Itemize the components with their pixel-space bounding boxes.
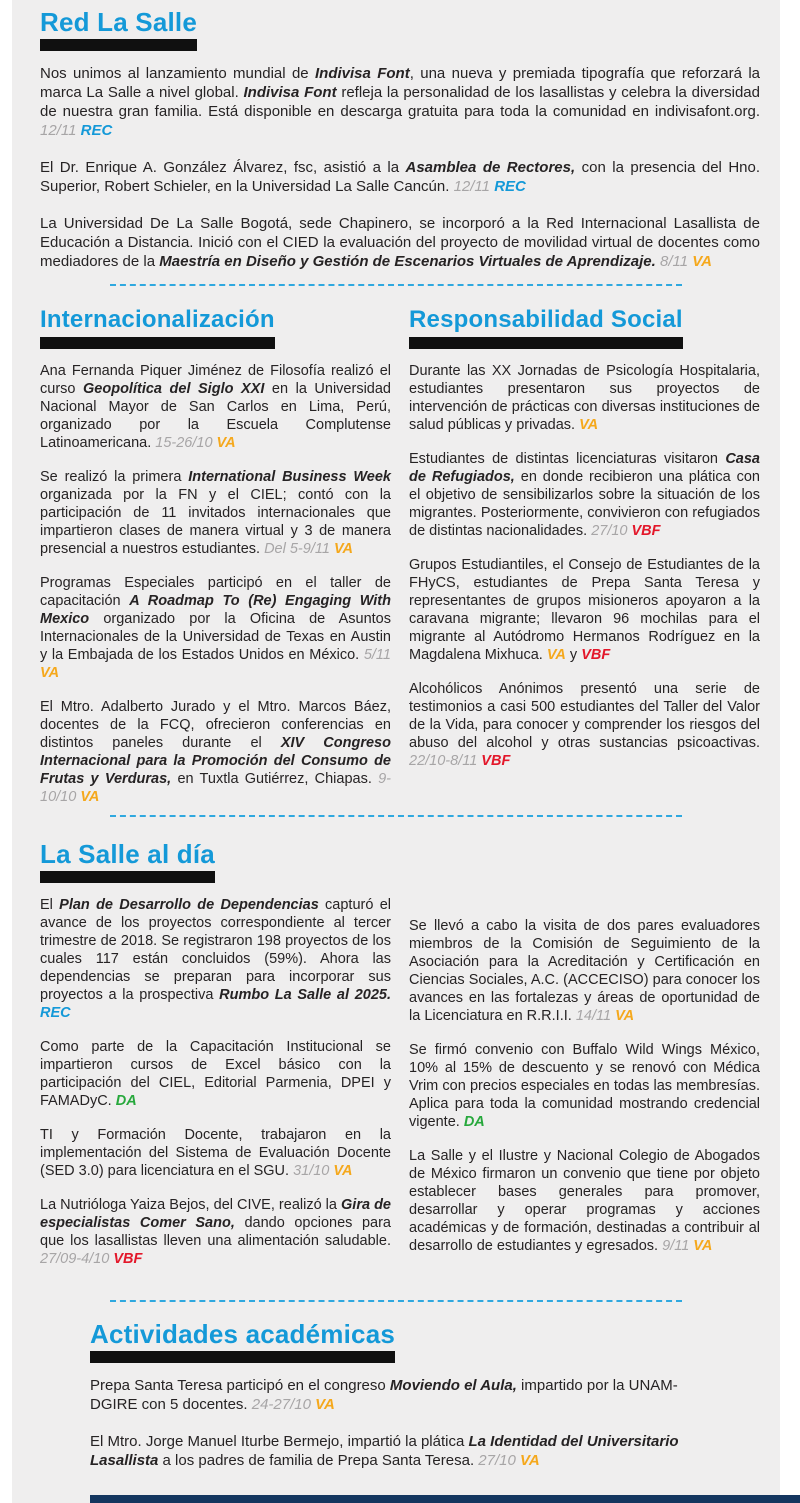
run-va: VA (216, 435, 236, 451)
paragraph (40, 1038, 391, 1110)
paragraph (40, 1196, 391, 1268)
run-date: 22/10-8/11 (409, 753, 478, 769)
run-rec: REC (494, 178, 526, 195)
run-va: VA (333, 1163, 353, 1179)
run-em: Plan de Desarrollo de Dependencias (59, 897, 319, 913)
section-paragraphs-right (409, 917, 760, 1255)
text-run: Se realizó la primera (40, 469, 189, 485)
text-run: El Mtro. Adalberto Jurado y el Mtro. Marcos Báez, docentes de la FCQ, ofrecieron conferencias en distintos paneles durante el (40, 699, 391, 751)
section-header (409, 306, 683, 349)
text-run: en donde recibieron una plática con el objetivo de sensibilizarlos sobre la situación de los migrantes. Posteriormente, convivieron con refugiados de distintas nacionalidades. (409, 469, 760, 539)
run-em: Rumbo La Salle al 2025. (219, 987, 391, 1003)
run-va: VA (40, 665, 60, 681)
section-header (40, 8, 197, 51)
paragraph (40, 896, 391, 1022)
paragraph (40, 158, 760, 196)
text-run: La Nutrióloga Yaiza Bejos, del CIVE, realizó la (40, 1197, 342, 1213)
run-date: 12/11 (40, 122, 77, 139)
run-vbf: VBF (113, 1251, 143, 1267)
section-title: Red La Salle (40, 7, 198, 37)
section-header (40, 306, 275, 349)
text-run: Grupos Estudiantiles, el Consejo de Estudiantes de la FHyCS, estudiantes de Prepa Santa Teresa y representantes de grupos misioneros apoyaron a la caravana migrante; llevaron 96 mochilas para el migrante al Autódromo Hermanos Rodríguez en la Magdalena Mixhuca. (409, 557, 760, 663)
text-run: impartido por la UNAM-DGIRE con 5 docentes. (90, 1377, 678, 1413)
text-run: , una nueva y premiada tipografía que reforzará la marca La Salle a nivel global. (40, 65, 760, 101)
title-underline-bar (40, 39, 197, 51)
text-run: Estudiantes de distintas licenciaturas visitaron (409, 451, 726, 467)
run-em: Asamblea de Rectores, (405, 159, 576, 176)
paragraph (409, 362, 760, 434)
run-va: VA (80, 789, 100, 805)
paragraph (409, 1147, 760, 1255)
section-paragraphs-left (40, 896, 391, 1268)
run-em: Moviendo el Aula, (389, 1377, 517, 1394)
paragraph (40, 362, 391, 452)
text-run: TI y Formación Docente, trabajaron en la implementación del Sistema de Evaluación Docente (SED 3.0) para licenciatura en el SGU. (40, 1127, 391, 1179)
text-run: en Tuxtla Gutiérrez, Chiapas. (171, 771, 379, 787)
text-run: refleja la personalidad de los lasallistas y celebra la diversidad de nuestra gran familia. Está disponible en descarga gratuita para toda la comunidad en indivisafont.org. (40, 84, 760, 120)
run-date: 27/10 (478, 1452, 516, 1469)
paragraph (40, 64, 760, 140)
run-va: VA (333, 541, 354, 557)
paragraph (409, 556, 760, 664)
run-date: 15-26/10 (155, 435, 213, 451)
text-run: La Universidad De La Salle Bogotá, sede Chapinero, se incorporó a la Red Internacional Lasallista de Educación a Distancia. Inició con el CIED la evaluación del proyecto de movilidad virtual de docentes como mediadores de la (40, 215, 760, 270)
text-run: Como parte de la Capacitación Institucional se impartieron cursos de Excel básico con la participación del CIEL, Editorial Parmenia, DPEI y FAMADyC. (40, 1039, 391, 1109)
text-run: Prepa Santa Teresa participó en el congreso (90, 1377, 390, 1394)
dashed-divider (110, 815, 682, 817)
section-title: Internacionalización (40, 306, 275, 333)
run-em: Casa de Refugiados, (409, 451, 760, 485)
run-date: 24-27/10 (251, 1396, 311, 1413)
run-date: 8/11 (659, 253, 689, 270)
run-date: 31/10 (293, 1163, 330, 1179)
section-responsabilidad-social (409, 306, 760, 822)
paragraph (40, 214, 760, 271)
paragraph (409, 450, 760, 540)
dashed-divider (110, 284, 682, 286)
text-run: Se firmó convenio con Buffalo Wild Wings México, 10% al 15% de descuento y se renovó con Médica Vrim con precios especiales en todas las membresías. Aplica para toda la comunidad mostrando credencial vigente. (409, 1042, 760, 1130)
text-run: El Dr. Enrique A. González Álvarez, fsc, asistió a la (40, 159, 406, 176)
section-la-salle-al-dia (40, 840, 760, 1284)
paragraph (409, 917, 760, 1025)
text-run: El (40, 897, 60, 913)
section-paragraphs (409, 362, 760, 770)
text-run: Nos unimos al lanzamiento mundial de (40, 65, 315, 82)
run-em: International Business Week (188, 469, 392, 485)
paragraph (40, 698, 391, 806)
paragraph (90, 1432, 718, 1470)
section-internacionalizacion (40, 306, 391, 822)
run-va: VA (693, 1238, 713, 1254)
footer-bar (90, 1495, 800, 1503)
section-two-columns (40, 306, 760, 822)
run-date: Del 5-9/11 (264, 541, 330, 557)
run-rec: REC (80, 122, 113, 139)
run-da: DA (463, 1114, 485, 1130)
section-paragraphs (90, 1376, 718, 1470)
paragraph (409, 1041, 760, 1131)
text-run: Durante las XX Jornadas de Psicología Hospitalaria, estudiantes presentaron sus proyectos de intervención de prácticas con diversas instituciones de salud públicas y privadas. (409, 363, 760, 433)
run-em: Geopolítica del Siglo XXI (83, 381, 265, 397)
run-em: Indivisa Font (315, 65, 410, 82)
run-rec: REC (40, 1005, 71, 1021)
run-date: 27/10 (591, 523, 628, 539)
run-va: VA (615, 1008, 635, 1024)
paragraph (90, 1376, 718, 1414)
text-run: Ana Fernanda Piquer Jiménez de Filosofía realizó el curso (40, 363, 391, 397)
text-run: y (565, 647, 582, 663)
paragraph (409, 680, 760, 770)
section-paragraphs (40, 362, 391, 806)
run-date: 9-10/10 (40, 771, 392, 805)
run-va: VA (315, 1396, 335, 1413)
text-run: a los padres de familia de Prepa Santa Teresa. (158, 1452, 479, 1469)
run-em: XIV Congreso Internacional para la Promoción del Consumo de Frutas y Verduras, (40, 735, 391, 787)
run-em: Maestría en Diseño y Gestión de Escenarios Virtuales de Aprendizaje. (159, 253, 656, 270)
text-run: El Mtro. Jorge Manuel Iturbe Bermejo, impartió la plática (90, 1433, 469, 1450)
title-underline-bar (40, 871, 215, 883)
section-red-la-salle (40, 8, 760, 289)
run-em: La Identidad del Universitario Lasallista (90, 1433, 679, 1469)
section-title: Responsabilidad Social (409, 306, 683, 333)
run-em: Indivisa Font (243, 84, 337, 101)
run-date: 9/11 (662, 1238, 690, 1254)
section-title: La Salle al día (40, 839, 215, 869)
run-va: VA (520, 1452, 540, 1469)
text-run: Programas Especiales participó en el taller de capacitación (40, 575, 391, 609)
section-title: Actividades académicas (90, 1319, 396, 1349)
text-run: en la Universidad Nacional Mayor de San Carlos en Lima, Perú, organizado por la Escuela Complutense Latinoamericana. (40, 381, 391, 451)
paragraph (40, 1126, 391, 1180)
run-vbf: VBF (631, 523, 661, 539)
text-run: dando opciones para que los lasallistas lleven una alimentación saludable. (40, 1215, 391, 1249)
text-run: organizado por la Oficina de Asuntos Internacionales de la Universidad de Texas en Austin y la Embajada de los Estados Unidos en México. (40, 611, 391, 663)
run-date: 12/11 (453, 178, 491, 195)
title-underline-bar (409, 337, 683, 349)
run-da: DA (115, 1093, 137, 1109)
columns-row (40, 306, 760, 822)
paragraph (40, 468, 391, 558)
text-run: Se llevó a cabo la visita de dos pares evaluadores miembros de la Comisión de Seguimiento de la Asociación para la Acreditación y Certificación en Ciencias Sociales, A.C. (ACCECISO) para conocer los avances en las fortalezas y áreas de oportunidad de la Licenciatura en R.R.I.I. (409, 918, 760, 1024)
run-vbf: VBF (481, 753, 511, 769)
run-date: 5/11 (363, 647, 391, 663)
dashed-divider (110, 1300, 682, 1302)
section-actividades-academicas (90, 1320, 718, 1488)
section-header (90, 1320, 395, 1363)
text-run: con la presencia del Hno. Superior, Robert Schieler, en la Universidad La Salle Cancún. (40, 159, 761, 195)
text-run: organizada por la FN y el CIEL; contó con la participación de 11 invitados internacionales que impartieron clases de manera virtual y 3 de manera presencial a nuestros estudiantes. (40, 487, 391, 557)
section-header (40, 840, 215, 883)
run-em: Gira de especialistas Comer Sano, (40, 1197, 391, 1231)
text-run: La Salle y el Ilustre y Nacional Colegio de Abogados de México firmaron un convenio que tiene por objeto establecer bases generales para promover, desarrollar y operar programas y acciones académicas y de formación, destinadas a contribuir al desarrollo de estudiantes y egresados. (409, 1148, 760, 1254)
columns-row (40, 883, 760, 1284)
text-run: capturó el avance de los proyectos correspondiente al tercer trimestre de 2018. Se registraron 198 proyectos de los cuales 117 están concluidos (59%). Ahora las dependencias se preparan para incorporar sus proyectos a la prospectiva (40, 897, 391, 1003)
section-paragraphs (40, 64, 760, 271)
run-date: 27/09-4/10 (40, 1251, 110, 1267)
title-underline-bar (90, 1351, 395, 1363)
run-em: A Roadmap To (Re) Engaging With Mexico (40, 593, 391, 627)
text-run: Alcohólicos Anónimos presentó una serie de testimonios a casi 500 estudiantes del Taller del Valor de la Vida, para conocer y comprender los riesgos del abuso del alcohol y otras sustancias psicoactivas. (409, 681, 760, 751)
run-va: VA (579, 417, 599, 433)
newsletter-page (12, 0, 780, 1503)
run-date: 14/11 (575, 1008, 612, 1024)
run-va: VA (692, 253, 712, 270)
title-underline-bar (40, 337, 275, 349)
run-vbf: VBF (581, 647, 611, 663)
paragraph (40, 574, 391, 682)
run-va: VA (546, 647, 566, 663)
